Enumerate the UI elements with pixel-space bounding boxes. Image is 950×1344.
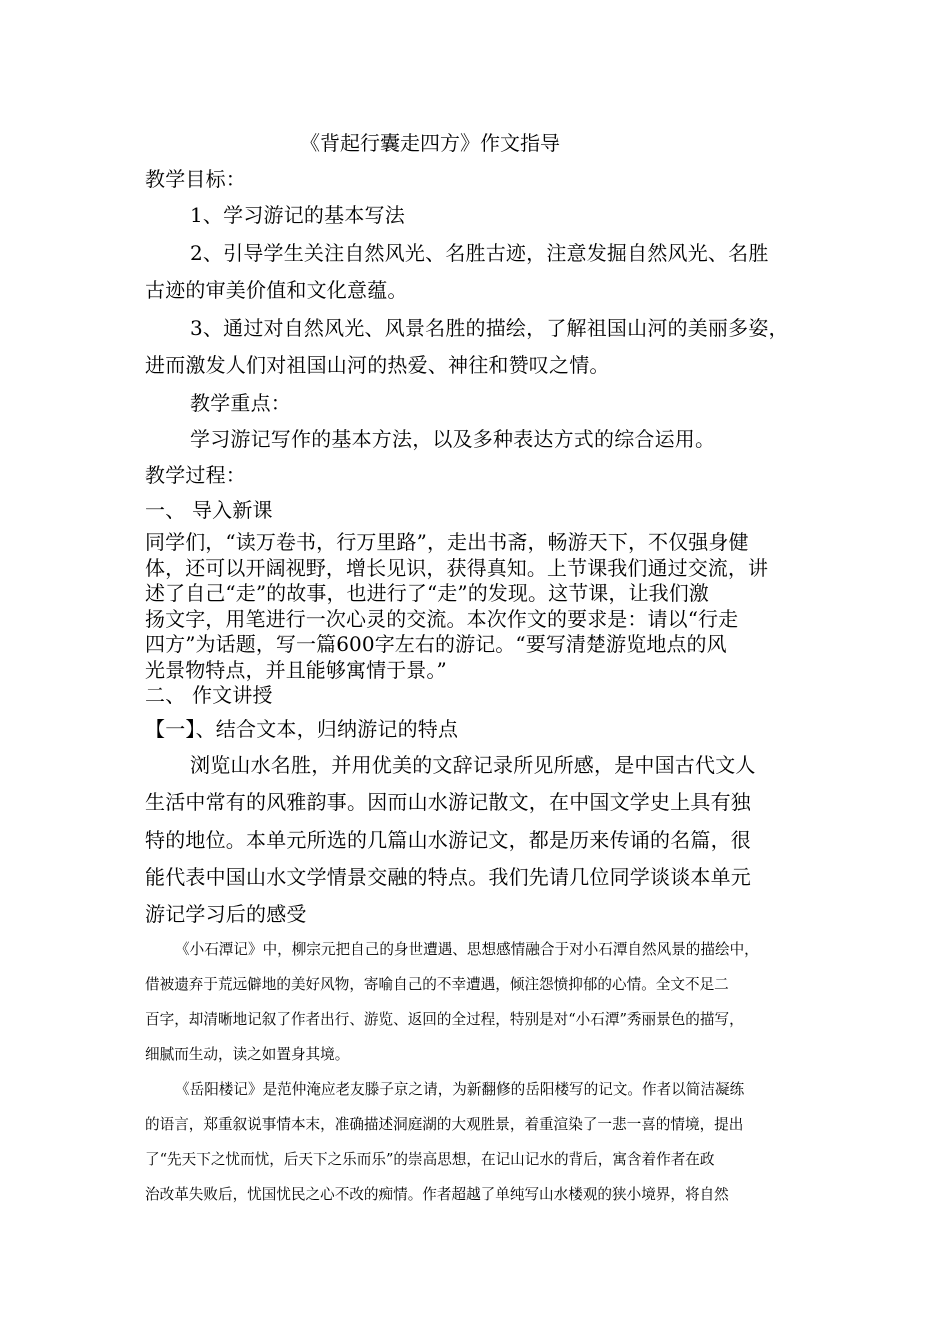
objective-3-line-1: 3、通过对自然风光、风景名胜的描绘，了解祖国山河的美丽多姿， [190, 316, 789, 340]
objectives-heading: 教学目标： [145, 167, 246, 191]
process-heading: 教学过程： [145, 463, 246, 487]
objective-2-line-2: 古迹的审美价值和文化意蕴。 [145, 278, 408, 302]
intro-line: 体，还可以开阔视野，增长见识，获得真知。上节课我们通过交流，讲 [145, 556, 769, 580]
paragraph-line: 能代表中国山水文学情景交融的特点。我们先请几位同学谈谈本单元 [145, 865, 751, 889]
paragraph-line: 特的地位。本单元所选的几篇山水游记文，都是历来传诵的名篇，很 [145, 828, 751, 852]
key-points-heading: 教学重点： [190, 391, 291, 415]
intro-line: 四方”为话题，写一篇600字左右的游记。“要写清楚游览地点的风 [145, 632, 727, 656]
document-title: 《背起行囊走四方》作文指导 [300, 131, 560, 155]
subsection-1-title: 【一】、结合文本，归纳游记的特点 [145, 717, 459, 741]
objective-2-line-1: 2、引导学生关注自然风光、名胜古迹，注意发掘自然风光、名胜 [190, 241, 769, 265]
section-2-title: 二、 作文讲授 [145, 683, 273, 707]
intro-line: 述了自己“走”的故事，也进行了“走”的发现。这节课，让我们激 [145, 581, 709, 605]
paragraph-line: 生活中常有的风雅韵事。因而山水游记散文，在中国文学史上具有独 [145, 790, 751, 814]
yueyanglou-line: 的语言，郑重叙说事情本末，准确描述洞庭湖的大观胜景，着重渲染了一悲一喜的情境，提出 [145, 1116, 744, 1133]
xiaoshitan-line: 细腻而生动，读之如置身其境。 [145, 1046, 350, 1063]
intro-line: 光景物特点，并且能够寓情于景。” [145, 658, 447, 682]
key-points-text: 学习游记写作的基本方法，以及多种表达方式的综合运用。 [190, 427, 716, 451]
xiaoshitan-line: 百字，却清晰地记叙了作者出行、游览、返回的全过程，特别是对“小石潭”秀丽景色的描写， [145, 1011, 744, 1028]
paragraph-line: 游记学习后的感受 [145, 902, 307, 926]
yueyanglou-line: 《岳阳楼记》是范仲淹应老友滕子京之请，为新翻修的岳阳楼写的记文。作者以简洁凝练 [175, 1081, 745, 1098]
intro-line: 同学们，“读万卷书，行万里路”，走出书斋，畅游天下，不仅强身健 [145, 530, 749, 554]
yueyanglou-line: 了“先天下之忧而忧，后天下之乐而乐”的崇高思想，在记山记水的背后，寓含着作者在政 [145, 1151, 715, 1168]
objective-3-line-2: 进而激发人们对祖国山河的热爱、神往和赞叹之情。 [145, 353, 610, 377]
paragraph-line: 浏览山水名胜，并用优美的文辞记录所见所感，是中国古代文人 [190, 753, 756, 777]
xiaoshitan-line: 借被遗弃于荒远僻地的美好风物，寄喻自己的不幸遭遇，倾注怨愤抑郁的心情。全文不足二 [145, 976, 729, 993]
yueyanglou-line: 治改革失败后，忧国忧民之心不改的痴情。作者超越了单纯写山水楼观的狭小境界，将自然 [145, 1186, 729, 1203]
intro-line: 扬文字，用笔进行一次心灵的交流。本次作文的要求是：请以“行走 [145, 607, 739, 631]
section-1-title: 一、 导入新课 [145, 498, 273, 522]
xiaoshitan-line: 《小石潭记》中，柳宗元把自己的身世遭遇、思想感情融合于对小石潭自然风景的描绘中， [175, 941, 759, 958]
objective-1: 1、学习游记的基本写法 [190, 203, 405, 227]
